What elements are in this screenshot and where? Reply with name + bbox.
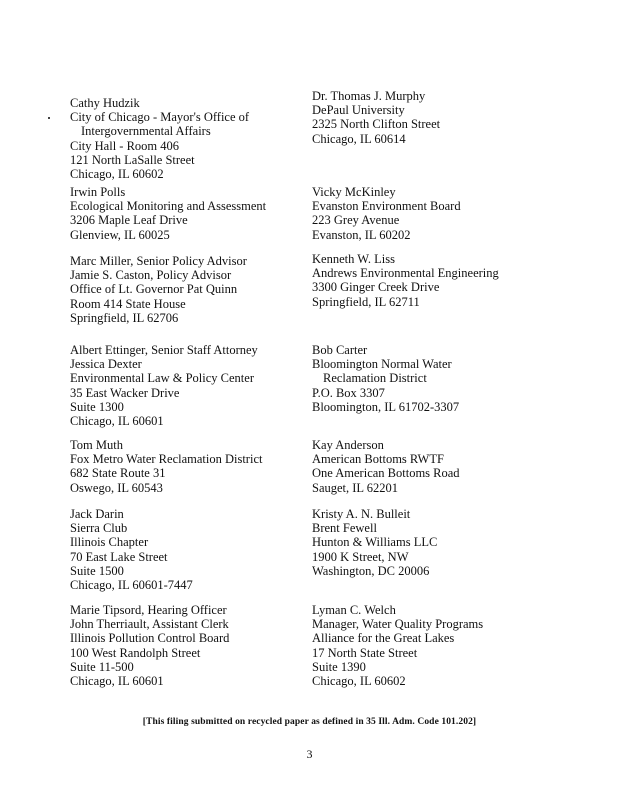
address-line: Suite 1390 bbox=[312, 659, 366, 674]
address-line: Marc Miller, Senior Policy Advisor bbox=[70, 254, 247, 268]
address-block-mckinley bbox=[312, 185, 461, 242]
recycled-paper-note: [This filing submitted on recycled paper as defined in 35 Ill. Adm. Code 101.202] bbox=[142, 717, 477, 727]
address-line: 3206 Maple Leaf Drive bbox=[70, 213, 188, 228]
address-block-liss bbox=[312, 252, 499, 309]
address-line: 100 West Randolph Street bbox=[70, 645, 201, 660]
address-line: Chicago, IL 60614 bbox=[312, 131, 406, 146]
address-line: Chicago, IL 60601-7447 bbox=[70, 578, 193, 593]
address-block-murphy bbox=[312, 89, 440, 146]
address-line: DePaul University bbox=[312, 103, 405, 118]
address-line: Irwin Polls bbox=[70, 185, 126, 199]
address-line: American Bottoms RWTF bbox=[312, 452, 444, 467]
address-line: John Therriault, Assistant Clerk bbox=[70, 617, 229, 632]
address-line: Andrews Environmental Engineering bbox=[312, 266, 499, 281]
address-line: 682 State Route 31 bbox=[70, 466, 166, 481]
address-block-hudzik bbox=[70, 96, 249, 181]
address-block-tipsord bbox=[70, 603, 229, 688]
address-line: Environmental Law & Policy Center bbox=[70, 371, 254, 386]
address-block-welch bbox=[312, 603, 483, 688]
address-line: Sierra Club bbox=[70, 521, 128, 536]
address-block-polls bbox=[70, 185, 266, 242]
address-line: Springfield, IL 62706 bbox=[70, 310, 179, 325]
address-line: Evanston Environment Board bbox=[312, 199, 461, 214]
address-line: Kenneth W. Liss bbox=[312, 252, 395, 266]
address-line: 3300 Ginger Creek Drive bbox=[312, 280, 440, 295]
address-line: Kay Anderson bbox=[312, 438, 384, 452]
address-line: Suite 1500 bbox=[70, 563, 124, 578]
address-line: 223 Grey Avenue bbox=[312, 213, 400, 228]
address-line: 17 North State Street bbox=[312, 645, 418, 660]
address-line: Office of Lt. Governor Pat Quinn bbox=[70, 282, 238, 297]
address-line: Albert Ettinger, Senior Staff Attorney bbox=[70, 343, 258, 357]
address-line: Alliance for the Great Lakes bbox=[312, 631, 455, 646]
address-line: Suite 11-500 bbox=[70, 659, 134, 674]
address-line: Kristy A. N. Bulleit bbox=[312, 507, 411, 521]
page-number: 3 bbox=[306, 747, 313, 761]
address-block-carter bbox=[312, 343, 459, 414]
address-block-muth bbox=[70, 438, 262, 495]
address-line: Cathy Hudzik bbox=[70, 96, 140, 110]
address-line: One American Bottoms Road bbox=[312, 466, 460, 481]
address-line: Hunton & Williams LLC bbox=[312, 535, 438, 550]
address-block-darin bbox=[70, 507, 193, 592]
address-line: Marie Tipsord, Hearing Officer bbox=[70, 603, 227, 617]
address-line: Evanston, IL 60202 bbox=[312, 227, 411, 242]
address-line: Glenview, IL 60025 bbox=[70, 227, 170, 242]
address-block-anderson bbox=[312, 438, 460, 495]
address-line: Reclamation District bbox=[323, 371, 427, 386]
address-line: Manager, Water Quality Programs bbox=[312, 617, 484, 632]
address-line: Tom Muth bbox=[70, 438, 123, 452]
address-line: Springfield, IL 62711 bbox=[312, 294, 420, 309]
address-line: City of Chicago - Mayor's Office of bbox=[70, 110, 250, 125]
address-line: Chicago, IL 60601 bbox=[70, 674, 164, 689]
address-line: P.O. Box 3307 bbox=[312, 385, 385, 400]
address-line: Jamie S. Caston, Policy Advisor bbox=[70, 268, 232, 283]
address-line: Illinois Chapter bbox=[70, 535, 149, 550]
address-block-miller bbox=[70, 254, 247, 325]
address-block-bulleit bbox=[312, 507, 437, 578]
address-line: Jessica Dexter bbox=[70, 357, 142, 372]
address-line: Sauget, IL 62201 bbox=[312, 480, 398, 495]
address-block-ettinger bbox=[70, 343, 258, 428]
address-line: Chicago, IL 60601 bbox=[70, 414, 164, 429]
address-line: Lyman C. Welch bbox=[312, 603, 396, 617]
address-line: Bloomington, IL 61702-3307 bbox=[312, 399, 460, 414]
address-line: 35 East Wacker Drive bbox=[70, 385, 180, 400]
address-line: Dr. Thomas J. Murphy bbox=[312, 89, 426, 103]
address-line: Bob Carter bbox=[312, 343, 368, 357]
address-line: Bloomington Normal Water bbox=[312, 357, 452, 372]
address-line: Intergovernmental Affairs bbox=[81, 124, 211, 139]
scan-speck bbox=[48, 117, 50, 119]
address-line: Washington, DC 20006 bbox=[312, 563, 430, 578]
address-line: Fox Metro Water Reclamation District bbox=[70, 452, 263, 467]
address-line: 70 East Lake Street bbox=[70, 549, 168, 564]
address-line: Jack Darin bbox=[70, 507, 124, 521]
address-line: Chicago, IL 60602 bbox=[70, 167, 164, 182]
address-line: 1900 K Street, NW bbox=[312, 549, 409, 564]
address-line: Oswego, IL 60543 bbox=[70, 480, 163, 495]
address-line: 121 North LaSalle Street bbox=[70, 152, 195, 167]
address-line: City Hall - Room 406 bbox=[70, 138, 180, 153]
address-line: Room 414 State House bbox=[70, 296, 186, 311]
address-line: Ecological Monitoring and Assessment bbox=[70, 199, 267, 214]
address-line: Vicky McKinley bbox=[312, 185, 396, 199]
address-line: 2325 North Clifton Street bbox=[312, 117, 441, 132]
address-line: Illinois Pollution Control Board bbox=[70, 631, 230, 646]
address-line: Chicago, IL 60602 bbox=[312, 674, 406, 689]
address-line: Suite 1300 bbox=[70, 399, 124, 414]
address-line: Brent Fewell bbox=[312, 521, 377, 536]
